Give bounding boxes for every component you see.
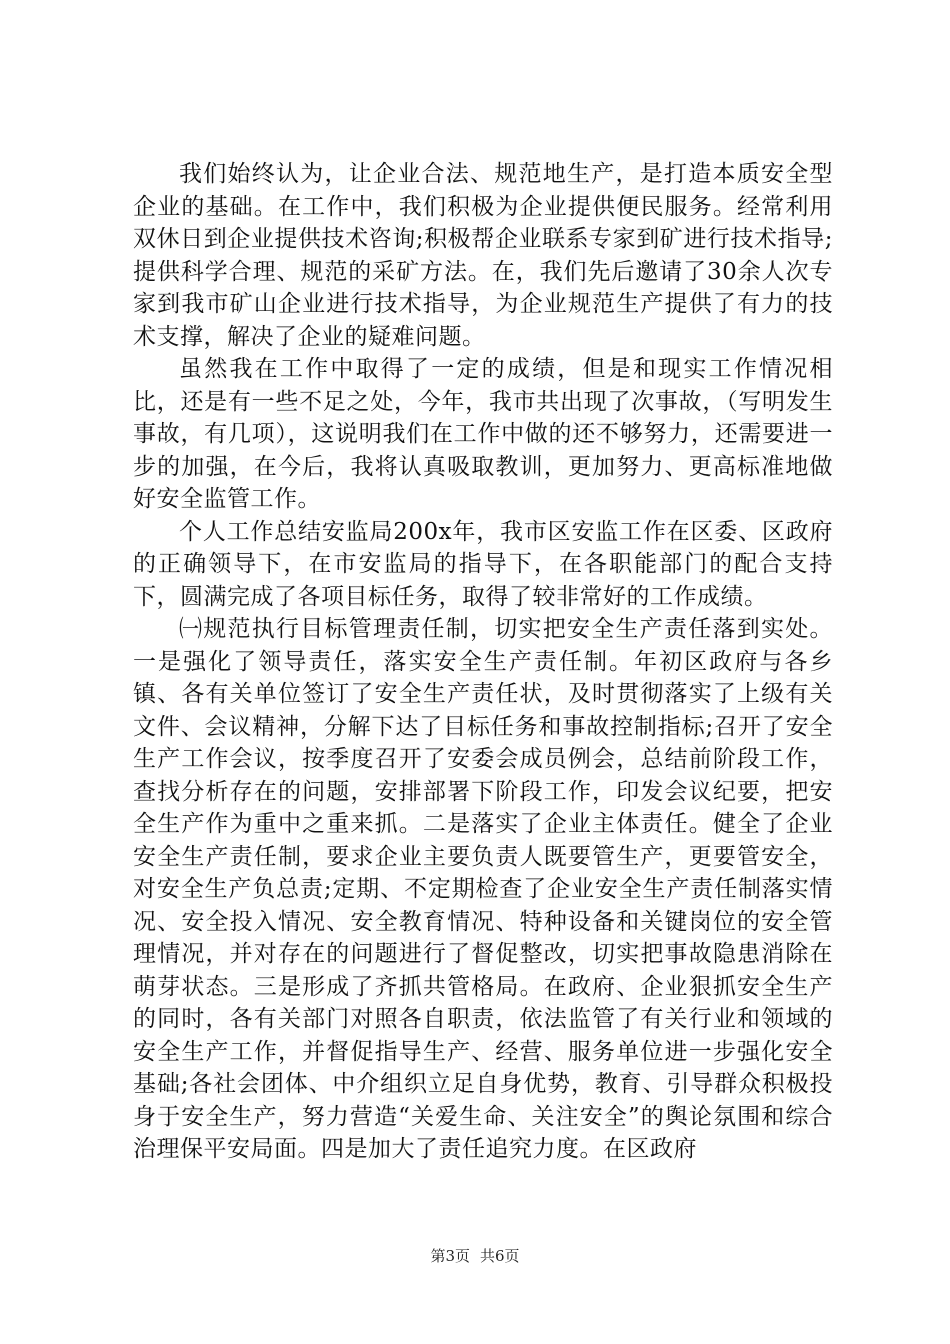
page-total: 共6页 xyxy=(480,1247,520,1265)
paragraph-4: ㈠规范执行目标管理责任制，切实把安全生产责任落到实处。一是强化了领导责任，落实安全生产责任制。年初区政府与各乡镇、各有关单位签订了安全生产责任状，及时贯彻落实了上级有关文件、会议精神，分解下达了目标任务和事故控制指标;召开了安全生产工作会议，按季度召开了安委会成员例会，总结前阶段工作，查找分析存在的问题，安排部署下阶段工作，印发会议纪要，把安全生产作为重中之重来抓。二是落实了企业主体责任。健全了企业安全生产责任制，要求企业主要负责人既要管生产，更要管安全，对安全生产负总责;定期、不定期检查了企业安全生产责任制落实情况、安全投入情况、安全教育情况、特种设备和关键岗位的安全管理情况，并对存在的问题进行了督促整改，切实把事故隐患消除在萌芽状态。三是形成了齐抓共管格局。在政府、企业狠抓安全生产的同时，各有关部门对照各自职责，依法监管了有关行业和领域的安全生产工作，并督促指导生产、经营、服务单位进一步强化安全基础;各社会团体、中介组织立足自身优势，教育、引导群众积极投身于安全生产，努力营造“关爱生命、关注安全”的舆论氛围和综合治理保平安局面。四是加大了责任追究力度。在区政府 xyxy=(133,616,833,1162)
paragraph-3: 个人工作总结安监局200x年，我市区安监工作在区委、区政府的正确领导下，在市安监局的指导下，在各职能部门的配合支持下，圆满完成了各项目标任务，取得了较非常好的工作成绩。 xyxy=(133,518,833,610)
paragraph-2: 虽然我在工作中取得了一定的成绩，但是和现实工作情况相比，还是有一些不足之处，今年，我市共出现了次事故，（写明发生事故，有几项），这说明我们在工作中做的还不够努力，还需要进一步的加强，在今后，我将认真吸取教训，更加努力、更高标准地做好安全监管工作。 xyxy=(133,356,833,512)
paragraph-1: 我们始终认为，让企业合法、规范地生产，是打造本质安全型企业的基础。在工作中，我们积极为企业提供便民服务。经常利用双休日到企业提供技术咨询;积极帮企业联系专家到矿进行技术指导;提供科学合理、规范的采矿方法。在，我们先后邀请了30余人次专家到我市矿山企业进行技术指导，为企业规范生产提供了有力的技术支撑，解决了企业的疑难问题。 xyxy=(133,161,833,350)
page-number: 第3页 xyxy=(430,1247,470,1265)
document-body xyxy=(133,158,833,1166)
page-footer xyxy=(0,1246,950,1266)
